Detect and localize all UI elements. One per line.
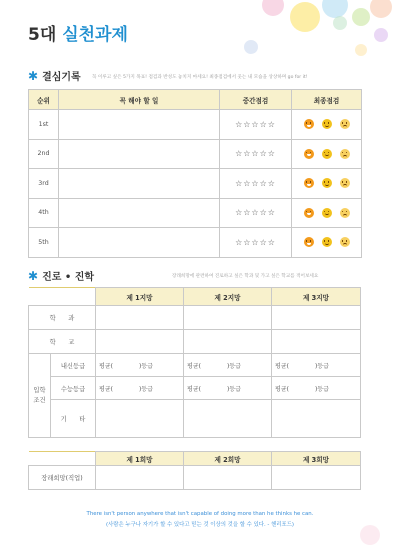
avg-label: 평균( [275,385,289,393]
decorative-bubble [370,0,392,18]
school-field-2[interactable] [184,330,272,354]
internal-grade-field-2[interactable] [184,354,272,377]
rank-cell: 4th [29,198,59,228]
admission-label-line1: 입학 [33,387,46,395]
rank-cell: 5th [29,228,59,258]
face-choices [292,110,362,140]
happy-face-icon[interactable] [304,208,314,218]
page-title [28,20,128,45]
commitment-header-row [29,90,362,110]
internal-grade-field-3[interactable] [272,354,361,377]
asterisk-icon: ✱ [28,268,39,283]
header-choice-1: 제 1지망 [96,288,184,306]
department-label: 학 과 [29,306,96,330]
dream-job-field-1[interactable] [96,466,184,490]
title-prefix: 5대 [28,25,57,45]
admission-label-line2: 조건 [33,396,46,404]
career-heading-text: 진로 • 진학 [42,272,95,283]
etc-field-1[interactable] [96,400,184,438]
happy-face-icon[interactable] [304,119,314,129]
title-accent: 실천과제 [62,25,128,45]
grade-label: )등급 [314,385,329,393]
career-table [28,287,361,438]
dream-job-label: 장래희망(직업) [29,466,96,490]
grade-label: )등급 [314,362,329,370]
etc-field-2[interactable] [184,400,272,438]
rank-cell: 2nd [29,139,59,169]
school-field-3[interactable] [272,330,361,354]
task-cell[interactable] [59,110,220,140]
header-final-check: 최종점검 [292,90,362,110]
admission-label [29,354,51,438]
header-choice-2: 제 2지망 [184,288,272,306]
header-hope-3: 제 3희망 [272,452,361,466]
smile-face-icon[interactable] [322,119,332,129]
avg-label: 평균( [187,385,201,393]
department-field-2[interactable] [184,306,272,330]
etc-label: 기 타 [51,400,96,438]
avg-label: 평균( [99,385,113,393]
decorative-bubble [244,40,258,54]
avg-label: 평균( [187,362,201,370]
decorative-bubble [352,8,370,26]
avg-label: 평균( [275,362,289,370]
sad-face-icon[interactable] [340,237,350,247]
decorative-bubble [333,16,347,30]
table-row [29,377,361,400]
header-rank: 순위 [29,90,59,110]
face-choices [292,198,362,228]
decorative-bubble [262,0,284,16]
table-row [29,169,362,199]
decorative-bubble [374,28,388,42]
grade-label: )등급 [138,362,153,370]
sad-face-icon[interactable] [340,119,350,129]
suneung-grade-label: 수능등급 [51,377,96,400]
rank-cell: 1st [29,110,59,140]
rank-cell: 3rd [29,169,59,199]
dream-job-field-2[interactable] [184,466,272,490]
happy-face-icon[interactable] [304,178,314,188]
career-note: 장래희망에 관련하여 진로하고 싶은 학과 및 가고 싶은 학교를 적어보세요 [172,274,319,279]
smile-face-icon[interactable] [322,208,332,218]
suneung-grade-field-1[interactable] [96,377,184,400]
grade-label: )등급 [226,362,241,370]
career-heading [28,268,94,283]
face-choices [292,139,362,169]
table-row [29,139,362,169]
school-label: 학 교 [29,330,96,354]
header-blank [29,288,96,306]
commitment-table [28,89,362,258]
face-choices [292,169,362,199]
table-row [29,110,362,140]
internal-grade-label: 내신등급 [51,354,96,377]
grade-label: )등급 [138,385,153,393]
asterisk-icon: ✱ [28,68,39,83]
header-mid-check: 중간점검 [220,90,292,110]
dream-header-row [29,452,361,466]
header-blank [29,452,96,466]
table-row [29,306,361,330]
quote-korean: (사람은 누구나 자기가 할 수 있다고 믿는 것 이상의 것을 할 수 있다. - 헨리포드) [105,522,295,528]
commitment-note: 꼭 이루고 싶은 5가지 목표! 점검과 반성도 놓치지 마세요! 최종점검에서 웃는 내 모습을 상상하며 go for it! [92,75,308,80]
career-header-row [29,288,361,306]
suneung-grade-field-3[interactable] [272,377,361,400]
suneung-grade-field-2[interactable] [184,377,272,400]
sad-face-icon[interactable] [340,178,350,188]
decorative-bubble [360,525,380,545]
star-rating[interactable]: ☆☆☆☆☆ [220,110,292,140]
school-field-1[interactable] [96,330,184,354]
decorative-bubble [290,2,320,32]
table-row [29,400,361,438]
smile-face-icon[interactable] [322,149,332,159]
decorative-bubble [322,0,348,18]
dream-job-field-3[interactable] [272,466,361,490]
table-row [29,354,361,377]
task-cell[interactable] [59,139,220,169]
star-rating[interactable]: ☆☆☆☆☆ [220,228,292,258]
happy-face-icon[interactable] [304,149,314,159]
smile-face-icon[interactable] [322,178,332,188]
avg-label: 평균( [99,362,113,370]
face-choices [292,228,362,258]
decorative-bubble [355,44,367,56]
commitment-heading-text: 결심기록 [42,72,81,83]
internal-grade-field-1[interactable] [96,354,184,377]
star-rating[interactable]: ☆☆☆☆☆ [220,169,292,199]
grade-label: )등급 [226,385,241,393]
sad-face-icon[interactable] [340,208,350,218]
table-row [29,466,361,490]
table-row [29,198,362,228]
header-hope-2: 제 2희망 [184,452,272,466]
commitment-heading [28,68,81,83]
task-cell[interactable] [59,169,220,199]
dream-table [28,451,361,490]
table-row [29,228,362,258]
etc-field-3[interactable] [272,400,361,438]
star-rating[interactable]: ☆☆☆☆☆ [220,198,292,228]
header-task: 꼭 해야 할 일 [59,90,220,110]
task-cell[interactable] [59,228,220,258]
happy-face-icon[interactable] [304,237,314,247]
header-hope-1: 제 1희망 [96,452,184,466]
smile-face-icon[interactable] [322,237,332,247]
sad-face-icon[interactable] [340,149,350,159]
quote-english: There isn't person anywhere that isn't capable of doing more than he thinks he can. [86,511,314,517]
header-choice-3: 제 3지망 [272,288,361,306]
table-row [29,330,361,354]
task-cell[interactable] [59,198,220,228]
department-field-1[interactable] [96,306,184,330]
star-rating[interactable]: ☆☆☆☆☆ [220,139,292,169]
department-field-3[interactable] [272,306,361,330]
